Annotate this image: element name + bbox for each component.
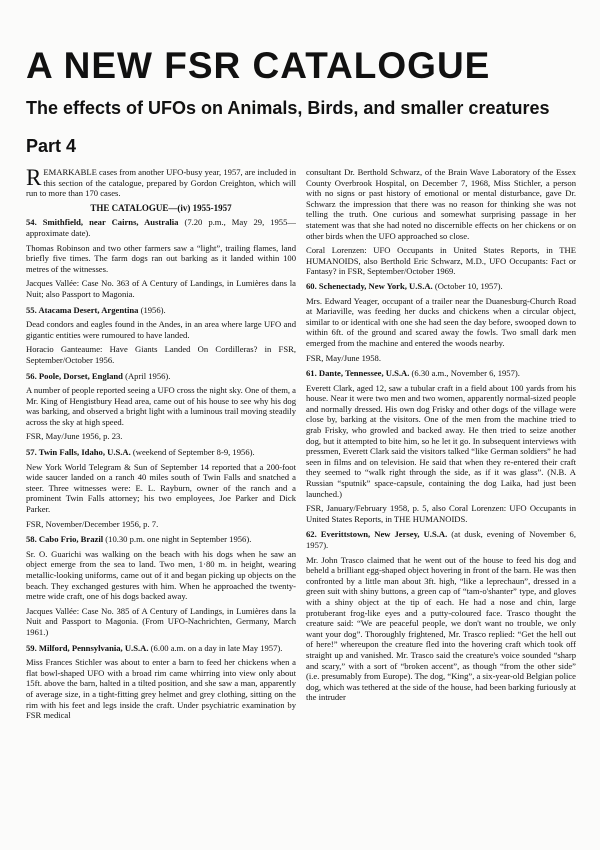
catalogue-entry	[306, 281, 576, 363]
entry-body: Mrs. Edward Yeager, occupant of a trailer near the Duanesburg-Church Road at Mariaville, was feeding her ducks and chickens when a circular object, similar to or identical with one she had seen the day before, swooped down to within 6ft. of the ground and scared away the fowls. Two small dark men emerged from the machine and entered the woods nearby.	[306, 295, 576, 348]
catalogue-entry	[306, 529, 576, 703]
entry-heading	[26, 217, 296, 238]
catalogue-entry	[26, 305, 296, 366]
catalogue-entry	[26, 371, 296, 443]
entry-number: 54.	[26, 217, 37, 228]
entry-date: (weekend of September 8-9, 1956).	[132, 447, 255, 458]
entry-place: Milford, Pennsylvania, U.S.A.	[38, 642, 149, 653]
entry-reference: FSR, May/June 1956, p. 23.	[26, 431, 123, 442]
entry-number: 61.	[306, 368, 317, 379]
entry-body: Dead condors and eagles found in the Andes, in an area where large UFO and gigantic entities were rumoured to have landed.	[26, 319, 296, 340]
catalogue-entry	[306, 368, 576, 524]
entry-number: 57.	[26, 447, 37, 458]
entry-place: Twin Falls, Idaho, U.S.A.	[38, 447, 131, 458]
entry-heading	[26, 643, 296, 654]
case-reference: Coral Lorenzen: UFO Occupants in United States Reports, in THE HUMANOIDS, also Berthold Eric Schwarz, M.D., UFO Occupants: Fact or Fantasy? in FSR, September/October 1969.	[306, 245, 576, 277]
entry-date: (10.30 p.m. one night in September 1956).	[105, 534, 252, 545]
page-subtitle: The effects of UFOs on Animals, Birds, and smaller creatures	[26, 98, 550, 118]
catalogue-entry	[26, 643, 296, 721]
entry-body: Sr. O. Guarichi was walking on the beach with his dogs when he saw an object emerge from the sea to land. Two men, 1·80 m. in height, wearing metallic-looking uniforms, came out of it and began picking up objects on the beach. They exchanged gestures with him. When he approached the twenty-metre wide craft, one of his dogs backed away.	[26, 548, 296, 602]
entry-date: (6.30 a.m., November 6, 1957).	[411, 368, 520, 379]
right-column	[306, 167, 576, 842]
entry-number: 59.	[26, 642, 37, 653]
part-label: Part 4	[26, 136, 77, 156]
entry-heading	[26, 447, 296, 458]
entry-date: (at dusk, evening of November 6, 1957).	[306, 529, 576, 550]
section-title: THE CATALOGUE—(iv) 1955-1957	[90, 202, 232, 213]
entry-reference: Jacques Vallée: Case No. 385 of A Century of Landings, in Lumières dans la Nuit and Passport to Magonia. (From UFO-Nachrichten, Germany, March 1961.)	[26, 605, 296, 637]
catalogue-entry	[26, 447, 296, 529]
entry-body: Miss Frances Stichler was about to enter a barn to feed her chickens when a flat bowl-shaped UFO with a broad rim came whirring into view only about 15ft. above the barn, halted in a tilted position, and she saw a man, apparently of average size, in a tight-fitting grey helmet and grey clothing, sitting on the rim with his feet and legs inside the craft. Under psychiatric examination by FSR medical	[26, 657, 296, 721]
entry-number: 60.	[306, 280, 317, 291]
entry-heading	[26, 534, 296, 545]
entry-date: (October 10, 1957).	[434, 280, 503, 291]
catalogue-entry	[26, 217, 296, 299]
entry-date: (April 1956).	[125, 370, 171, 381]
entry-place: Poole, Dorset, England	[38, 370, 123, 381]
drop-cap: R	[26, 167, 42, 190]
entry-body: A number of people reported seeing a UFO cross the night sky. One of them, a Mr. King of Hengistbury Head area, came out of his house to see why his dog was barking, and observed a bright light with a luminous trail moving steadily across the sky at high speed.	[26, 385, 296, 427]
entry-number: 58.	[26, 534, 37, 545]
entry-body: Thomas Robinson and two other farmers saw a “light”, trailing flames, land briefly five times. The farm dogs ran out barking as it landed within 100 metres of the witnesses.	[26, 242, 296, 274]
page-title: A NEW FSR CATALOGUE	[26, 45, 491, 86]
entry-reference: FSR, May/June 1958.	[306, 352, 381, 363]
continued-text: consultant Dr. Berthold Schwarz, of the Brain Wave Laboratory of the Essex County Overbrook Hospital, on December 7, 1968, Miss Stichler, a person with no signs or past history of emotional or mental disturbance, gave Dr. Schwarz the impression that there was no reason for thinking she was not telling the truth. One curious and somewhat surprising passage in her statement was that she had noted no discernible effects on her chickens or on other birds when the UFO approached so close.	[306, 167, 576, 241]
catalogue-entry	[26, 534, 296, 637]
intro-paragraph	[26, 167, 296, 199]
entry-heading	[306, 368, 576, 379]
entry-date: (6.00 a.m. on a day in late May 1957).	[150, 642, 283, 653]
entry-place: Dante, Tennessee, U.S.A.	[318, 368, 410, 379]
entry-heading	[26, 305, 296, 316]
entry-reference: FSR, January/February 1958, p. 5, also Coral Lorenzen: UFO Occupants in United States Reports, in THE HUMANOIDS.	[306, 503, 576, 524]
entry-place: Cabo Frio, Brazil	[38, 534, 104, 545]
entry-number: 62.	[306, 529, 317, 540]
entry-heading	[306, 281, 576, 292]
entry-number: 56.	[26, 370, 37, 381]
entry-place: Smithfield, near Cairns, Australia	[42, 217, 179, 228]
entry-number: 55.	[26, 304, 37, 315]
entry-date: (1956).	[140, 304, 166, 315]
entry-place: Schenectady, New York, U.S.A.	[318, 280, 433, 291]
intro-text: EMARKABLE cases from another UFO-busy year, 1957, are included in this section of the catalogue, prepared by Gordon Creighton, which will run to more than 170 cases.	[26, 167, 296, 199]
entry-reference: FSR, November/December 1956, p. 7.	[26, 518, 159, 529]
entry-body: New York World Telegram & Sun of September 14 reported that a 200-foot wide saucer landed on a ranch 40 miles south of Twin Falls and snatched a steer. Three witnesses were: E. L. Rayburn, owner of the ranch and a prominent Twin Falls attorney; his two employees, Joe Parker and Dick Parker.	[26, 461, 296, 515]
entry-place: Everittstown, New Jersey, U.S.A.	[320, 529, 448, 540]
entry-reference: Horacio Ganteaume: Have Giants Landed On Cordilleras? in FSR, September/October 1956.	[26, 344, 296, 365]
entry-date: (7.20 p.m., May 29, 1955—approximate date).	[26, 217, 296, 238]
entry-body: Mr. John Trasco claimed that he went out of the house to feed his dog and beheld a brilliant egg-shaped object hovering in front of the barn. He was then confronted by a little man about 3ft. high, “like a leprechaun”, dressed in a green suit with shiny buttons, a green cap of “tam-o'shanter” type, and gloves with a shiny object at the tip of each. He had a nose and chin, large protuberant frog-like eyes and a putty-coloured face. Trasco thought the creature said: “We are peaceful people, we don't want no trouble, we only want your dog”. Thoroughly frightened, Mr. Trasco replied: “Get the hell out of here!” whereupon the creature fled into the hovering craft which took off straight up and vanished. Mr. Trasco said the creature's voice sounded “sharp and scary,” with a sort of “broken accent”, as though “from the other side” (i.e. presumably from Europe). The dog, “King”, a six-year-old Belgian police dog, which was tethered at the side of the house, had been barking furiously at the intruder	[306, 554, 576, 703]
entry-reference: Jacques Vallée: Case No. 363 of A Century of Landings, in Lumières dans la Nuit; also Passport to Magonia.	[26, 278, 296, 299]
left-column	[26, 167, 296, 842]
entry-place: Atacama Desert, Argentina	[38, 304, 139, 315]
entry-heading	[306, 529, 576, 550]
entry-body: Everett Clark, aged 12, saw a tubular craft in a field about 100 yards from his house. Near it were two men and two women, apparently normal-sized people and normally dressed. His own dog Frisky and other dogs of the village were close by, barking at the visitors. One of the men from the machine tried to grab Frisky, who growled and backed away. He then tried to seize another dog, but it attempted to bite him, so he let it go. In subsequent interviews with pressmen, Everett Clark said the visitors talked “like German soldiers” he had seen in films and on television. He said that when they re-entered their craft they seemed to “walk right through the side, as if it was glass”. (N.B. A Russian “sputnik” space-capsule, containing the dog Laika, had just been launched.)	[306, 382, 576, 499]
entry-heading	[26, 371, 296, 382]
